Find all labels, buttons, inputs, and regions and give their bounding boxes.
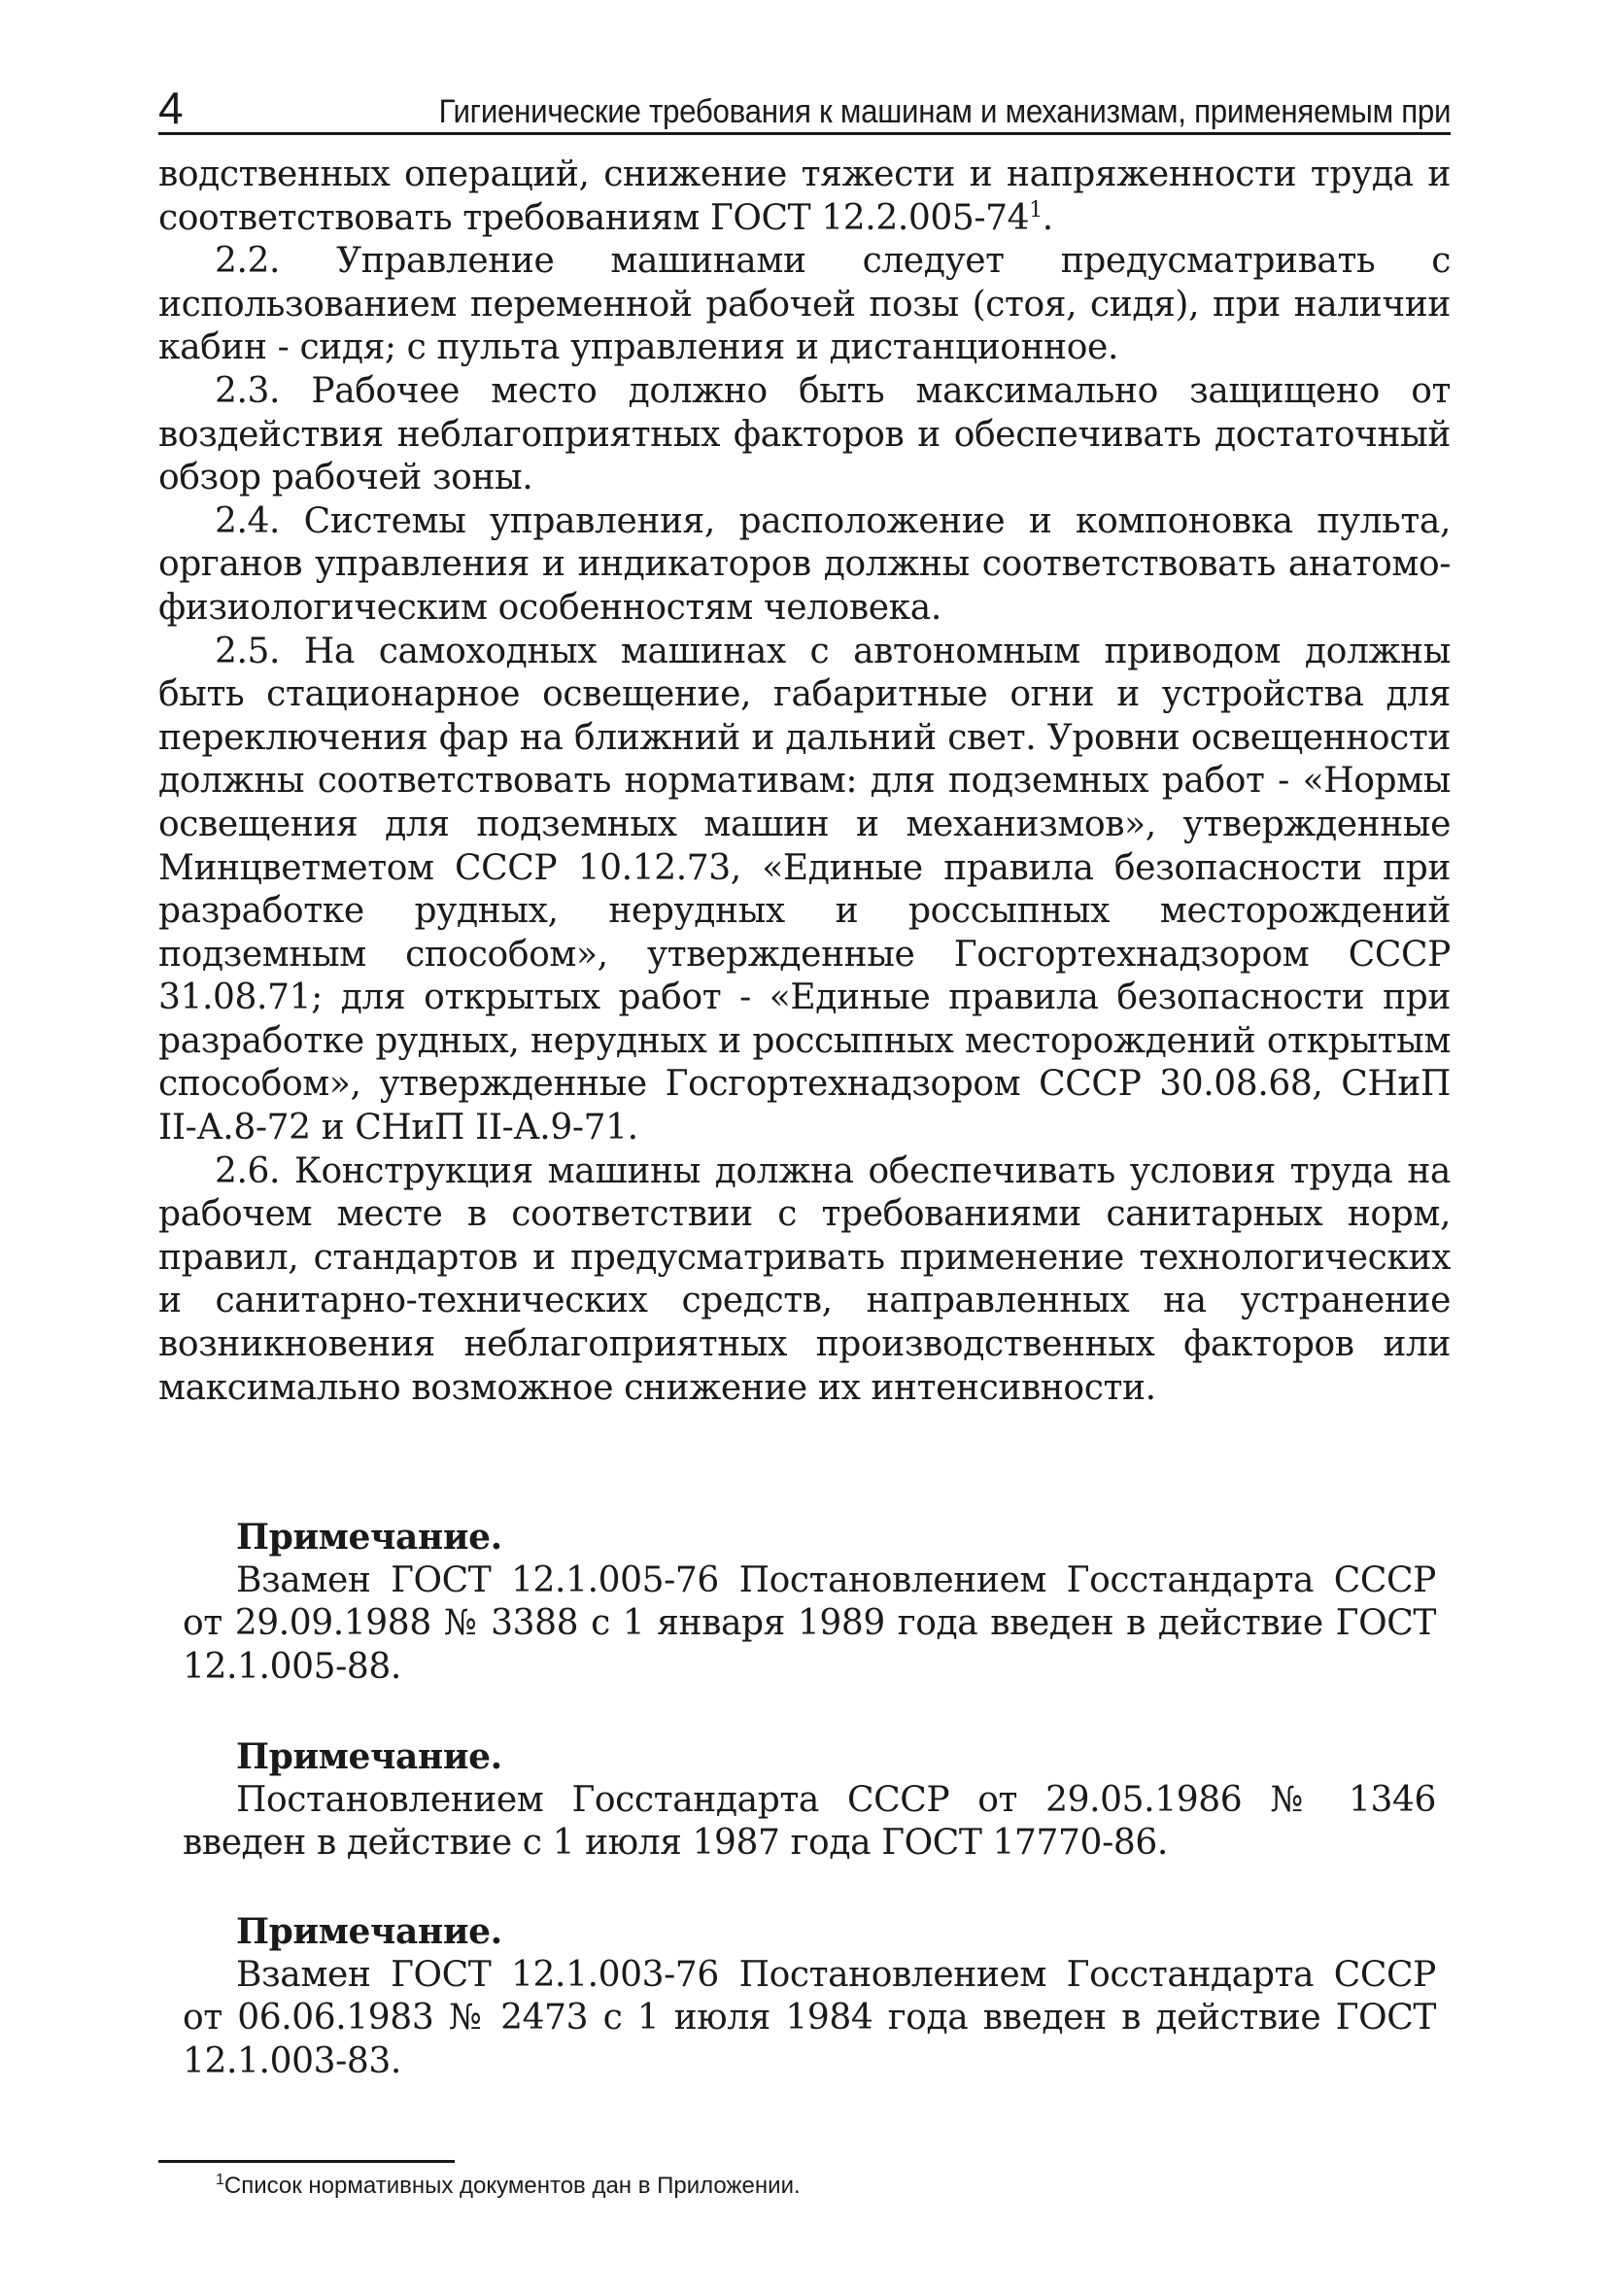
note-title: Примечание. bbox=[236, 1736, 502, 1777]
note-text: Взамен ГОСТ 12.1.005-76 Постановлением Госстандарта СССР от 29.09.1988 № 3388 с 1 января 1989 года введен в действие ГОСТ 12.1.005-88. bbox=[183, 1559, 1436, 1687]
main-text bbox=[158, 154, 1451, 1410]
note-block bbox=[183, 1910, 1436, 2083]
paragraph-2-2: 2.2. Управление машинами следует предусматривать с использованием переменной рабочей позы (стоя, сидя), при наличии кабин - сидя; с пульта управления и дистанционное. bbox=[158, 241, 1451, 368]
footnote-reference: 1 bbox=[1029, 197, 1043, 223]
note-text: Постановлением Госстандарта СССР от 29.05.1986 № 1346 введен в действие с 1 июля 1987 года ГОСТ 17770-86. bbox=[183, 1779, 1436, 1864]
footnote bbox=[216, 2173, 801, 2200]
footnote-mark: 1 bbox=[216, 2172, 224, 2188]
paragraph-continuation-end: . bbox=[1042, 197, 1053, 238]
note-text: Взамен ГОСТ 12.1.003-76 Постановлением Госстандарта СССР от 06.06.1983 № 2473 с 1 июля 1984 года введен в действие ГОСТ 12.1.003-83. bbox=[183, 1954, 1436, 2081]
paragraph-2-4: 2.4. Системы управления, расположение и компоновка пульта, органов управления и индикаторов должны соответствовать анатомо-физиологическим особенностям человека. bbox=[158, 500, 1451, 628]
footnote-text: Список нормативных документов дан в Приложении. bbox=[223, 2173, 801, 2199]
note-block bbox=[183, 1735, 1436, 1866]
running-title: Гигиенические требования к машинам и механизмам, применяемым при bbox=[438, 93, 1451, 130]
paragraph-continuation-text: водственных операций, снижение тяжести и напряженности труда и соответствовать требованиям ГОСТ 12.2.005-74 bbox=[158, 154, 1451, 238]
paragraph-2-6: 2.6. Конструкция машины должна обеспечивать условия труда на рабочем месте в соответствии с требованиями санитарных норм, правил, стандартов и предусматривать применение технологических и санитарно-технических средств, направленных на устранение возникновения неблагоприятных производственных факторов или максимально возможное снижение их интенсивности. bbox=[158, 1150, 1451, 1408]
note-title: Примечание. bbox=[236, 1911, 502, 1952]
note-block bbox=[183, 1516, 1436, 1689]
running-header bbox=[158, 78, 1451, 135]
paragraph-2-3: 2.3. Рабочее место должно быть максимально защищено от воздействия неблагоприятных факторов и обеспечивать достаточный обзор рабочей зоны. bbox=[158, 370, 1451, 498]
paragraph-continuation bbox=[158, 154, 1451, 240]
note-title: Примечание. bbox=[236, 1517, 502, 1558]
paragraph-2-5: 2.5. На самоходных машинах с автономным приводом должны быть стационарное освещение, габаритные огни и устройства для переключения фар на ближний и дальний свет. Уровни освещенности должны соответствовать нормативам: для подземных работ - «Нормы освещения для подземных машин и механизмов», утвержденные Минцветметом СССР 10.12.73, «Единые правила безопасности при разработке рудных, нерудных и россыпных месторождений подземным способом», утвержденные Госгортехнадзором СССР 31.08.71; для открытых работ - «Единые правила безопасности при разработке рудных, нерудных и россыпных месторождений открытым способом», утвержденные Госгортехнадзором СССР 30.08.68, СНиП II-А.8-72 и СНиП II-А.9-71. bbox=[158, 631, 1451, 1148]
page-number: 4 bbox=[158, 83, 184, 133]
footnote-separator bbox=[158, 2160, 455, 2163]
